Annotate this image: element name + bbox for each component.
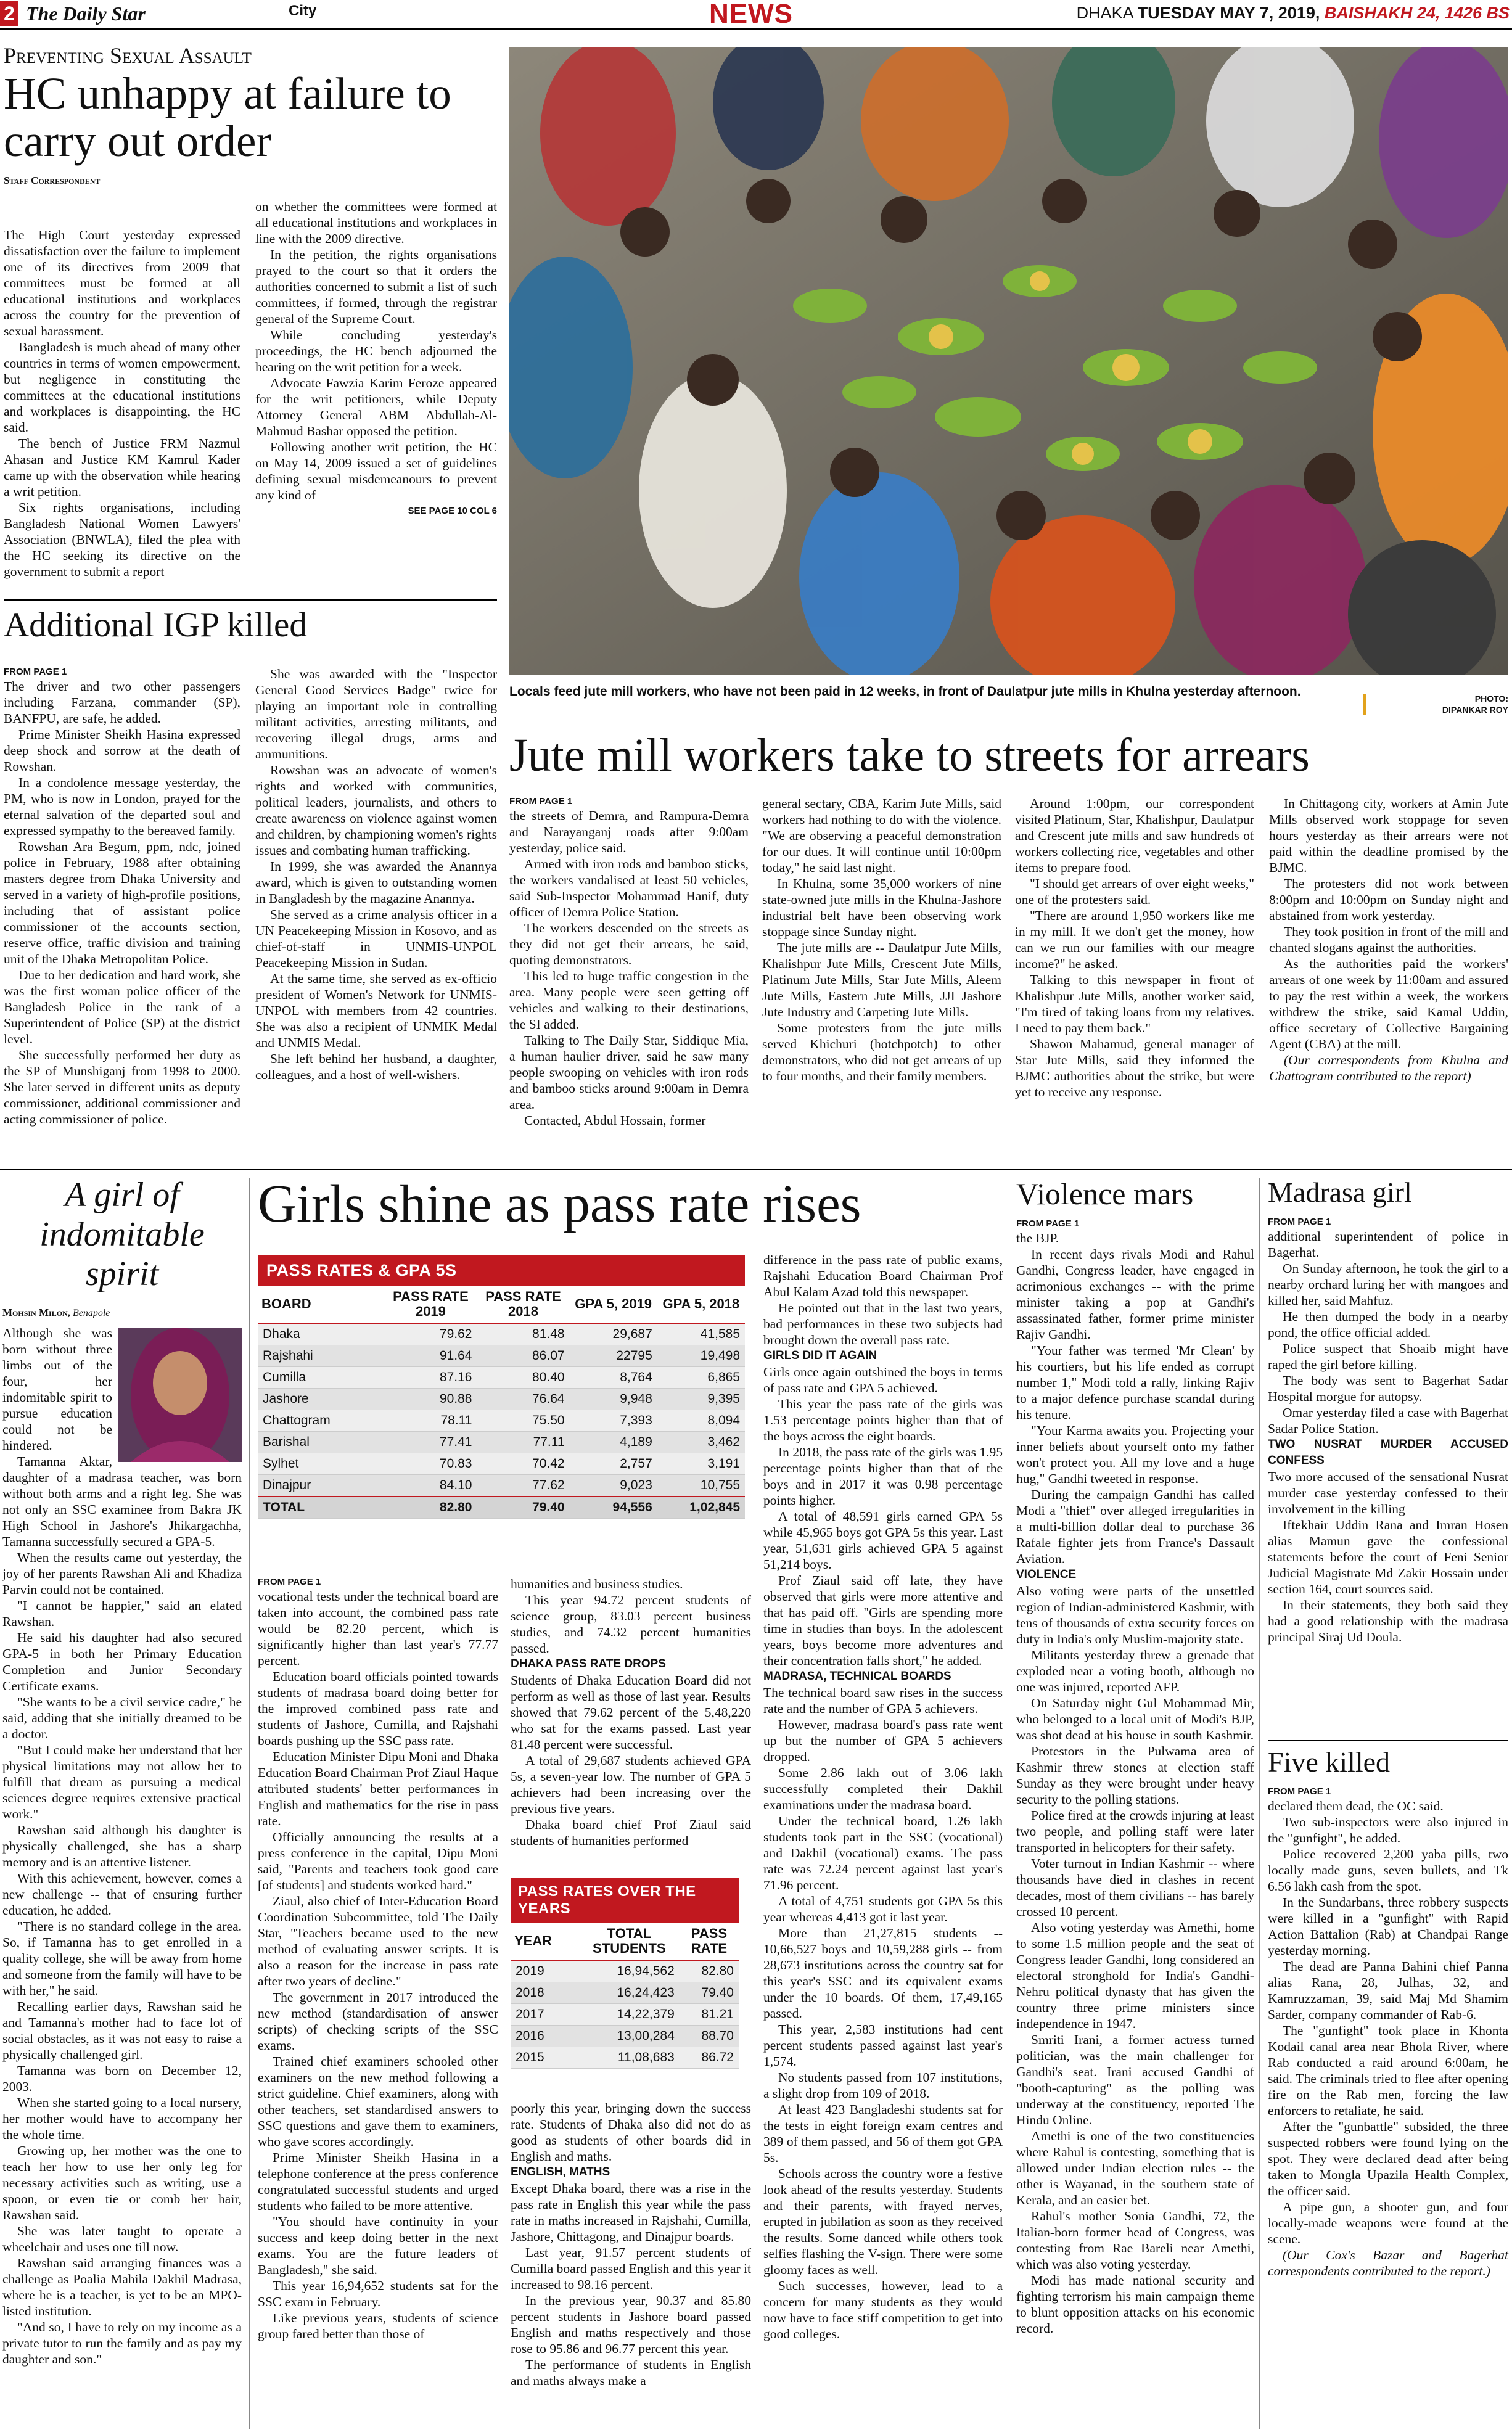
madrasa-headline: Madrasa girl xyxy=(1268,1176,1412,1208)
girls-col1-p6: Trained chief examiners schooled other examiners on the new method following a strict guideline. Chief examiners, along with other teachers, set standardised answers to SSC questions and gave them to examiners, who gave scores accordingly. xyxy=(258,2054,498,2149)
igp-col1-p2: In a condolence message yesterday, the PM, who is now in London, prayed for the eternal salvation of the departed soul and expressed sympathy to the bereaved family. xyxy=(4,775,240,838)
girls-col2-p1: This year 94.72 percent students of science group, 83.03 percent business studies, and 74.32 percent humanities passed. xyxy=(511,1593,751,1656)
girls-col3-p6: A total of 48,591 girls earned GPA 5s while 45,965 boys got GPA 5s this year. Last year, 51,631 girls achieved GPA 5 against 51,214 boys. xyxy=(763,1509,1003,1572)
cell: 7,393 xyxy=(570,1410,657,1432)
violence-p8: On Saturday night Gul Mohammad Mir, who belonged to a local unit of Modi's BJP, was shot dead at his house in south Kashmir. xyxy=(1016,1695,1254,1743)
girls-col2b-p2: Except Dhaka board, there was a rise in the pass rate in English this year while the pass rate in maths increased in Rajshahi, Cumilla, Jashore, Chittagong, and Dinajpur boards. xyxy=(511,2181,751,2244)
violence-p11: Voter turnout in Indian Kashmir -- where thousands have died in clashes in recent decades, most of them civilians -- has barely crossed 10 percent. xyxy=(1016,1855,1254,1919)
girls-col2b-p4: In the previous year, 90.37 and 85.80 percent students in Jashore board passed English and maths respectively and those rose to 95.86 and 96.77 percent this year. xyxy=(511,2293,751,2356)
girls-col1-p9: This year 16,94,652 students sat for the SSC exam in February. xyxy=(258,2278,498,2309)
girls-col2-p3: Students of Dhaka Education Board did not perform as well as those of last year. Results showed that 79.62 percent of the 5,48,220 who sat for the exams passed. Last year 81.48 percent were successful. xyxy=(511,1673,751,1752)
girls-col2-p0: humanities and business studies. xyxy=(511,1577,683,1591)
five-from: FROM PAGE 1 xyxy=(1268,1786,1331,1797)
caption-divider xyxy=(1363,694,1366,715)
igp-story xyxy=(4,606,497,1127)
girl-p2: "I cannot be happier," said an elated Rawshan. xyxy=(2,1598,242,1629)
violence-p16: Modi has made national security and fighting terrorism his main campaign theme to blunt opposition attacks on his economic record. xyxy=(1016,2272,1254,2336)
girl-p7: With this achievement, however, comes a new challenge -- that of ensuring further education, he added. xyxy=(2,1871,242,1918)
five-p6: After the "gunbattle" subsided, the three suspected robbers were found lying on the spot. They were declared dead after being taken to Mongla Upazila Health Complex, the officer said. xyxy=(1268,2119,1508,2199)
igp-headline: Additional IGP killed xyxy=(4,606,307,644)
girls-col3-p10: However, madrasa board's pass rate went up but the number of GPA 5 achievers dropped. xyxy=(763,1717,1003,1764)
hc-col2-p3: Advocate Fawzia Karim Feroze appeared for the writ petitioners, while Deputy Attorney General ABM Abdullah-Al-Mahmud Bashar opposed the petition. xyxy=(255,376,497,438)
pass-rates-table xyxy=(258,1255,745,1519)
table-row xyxy=(258,1432,745,1453)
col-board: BOARD xyxy=(258,1286,384,1323)
dateline xyxy=(1077,4,1510,23)
madrasa-story xyxy=(1268,1178,1508,1645)
girl-intro: Although she was born without three limbs out of the four, her indomitable spirit to pursue education could not be hindered. xyxy=(2,1326,112,1453)
hc-col1-p1: Bangladesh is much ahead of many other countries in terms of women empowerment, but negligence in constituting the committees at the educational institutions and workplaces is disappointing, the HC said. xyxy=(4,340,240,435)
cell: 29,687 xyxy=(570,1323,657,1345)
five-top-rule xyxy=(1268,1740,1508,1741)
girls-col2b-p3: Last year, 91.57 percent students of Cumilla board passed English and this year it increased to 98.16 percent. xyxy=(511,2245,751,2292)
igp-col2-p2: In 1999, she was awarded the Anannya award, which is given to outstanding women in Bangladesh by the magazine Anannya. xyxy=(255,859,497,906)
madrasa-from: FROM PAGE 1 xyxy=(1268,1217,1331,1228)
hc-story xyxy=(4,43,497,579)
cell: 10,755 xyxy=(657,1475,745,1497)
page-number: 2 xyxy=(0,1,18,26)
girls-col3-p13: A total of 4,751 students got GPA 5s this year whereas 4,413 got it last year. xyxy=(763,1894,1003,1924)
girls-col3-p11: Some 2.86 lakh out of 3.06 lakh successfully completed their Dakhil examinations under the madrasa board. xyxy=(763,1765,1003,1812)
cell: 9,023 xyxy=(570,1475,657,1497)
girls-col1-p8: "You should have continuity in your success and keep doing better in the next exams. You are the future leaders of Bangladesh," she said. xyxy=(258,2214,498,2277)
violence-p13: Smriti Irani, a former actress turned politician, was the main challenger for Gandhi's seat. Irani accused Gandhi of "booth-capturing" as the polling was underway at the constituency, reported The Hindu Online. xyxy=(1016,2032,1254,2127)
table-row xyxy=(258,1475,745,1497)
col-gpa-2019: GPA 5, 2019 xyxy=(570,1286,657,1323)
violence-p3: "Your Karma awaits you. Projecting your inner beliefs about yourself onto my father won't protect you. All my love and a huge hug," Gandhi tweeted in response. xyxy=(1016,1423,1254,1486)
jute-col3 xyxy=(1015,795,1254,1100)
pass-rates-years-grid xyxy=(511,1923,739,2069)
jute-col3-p1: "I should get arrears of over eight weeks," one of the protesters said. xyxy=(1015,876,1254,907)
madrasa-body xyxy=(1268,1216,1508,1645)
cell: 2018 xyxy=(511,1982,579,2004)
section-label: City xyxy=(289,2,317,19)
jute-from: FROM PAGE 1 xyxy=(509,796,573,807)
pass-rates-years-title: PASS RATES OVER THE YEARS xyxy=(511,1878,739,1923)
cell: 87.16 xyxy=(384,1367,477,1389)
girls-col3-p17: At least 423 Bangladeshi students sat for the tests in eight foreign exam centres and 389 of them passed, and 56 of them got GPA 5s. xyxy=(763,2102,1003,2165)
photo-credit-name: DIPANKAR ROY xyxy=(1442,705,1508,715)
five-headline: Five killed xyxy=(1268,1746,1391,1778)
girls-story xyxy=(258,1173,1003,2388)
violence-p10: Police fired at the crowds injuring at least two people, and polling staff were later transported in helicopters for their safety. xyxy=(1016,1807,1254,1855)
girls-col1-p1: Education board officials pointed towards students of madrasa board doing better for the improved combined pass rate and students of Jashore, Cumilla, and Rajshahi boards pushing up the SSC pass rate. xyxy=(258,1669,498,1748)
cell: 79.62 xyxy=(384,1323,477,1345)
cell: 84.10 xyxy=(384,1475,477,1497)
igp-col2-p1: Rowshan was an advocate of women's rights and worked with communities, political leaders, journalists, and others to create awareness on violence against women and children, by championing women's rights issues and combating human trafficking. xyxy=(255,763,497,858)
igp-col1-p5: She successfully performed her duty as the SP of Munshiganj from 1998 to 2000. She later served in different units as deputy commissioner, additional commissioner and acting commissioner of police. xyxy=(4,1048,240,1127)
igp-col1-p0: The driver and two other passengers including Farzana, commander (SP), BANFPU, are safe, he added. xyxy=(4,679,240,726)
cell: 16,24,423 xyxy=(579,1982,680,2004)
violence-p15: Rahul's mother Sonia Gandhi, 72, the Italian-born former head of Congress, was contesting from Rae Bareli near Amethi, which was also voting yesterday. xyxy=(1016,2208,1254,2272)
table-row xyxy=(511,2004,739,2026)
violence-story xyxy=(1016,1178,1254,2336)
girls-col3-p19: Such successes, however, lead to a concern for many students as they would now have to face stiff competition to get into good colleges. xyxy=(763,2278,1003,2341)
cell: Jashore xyxy=(258,1389,384,1410)
col-pass-2018: PASS RATE 2018 xyxy=(477,1286,569,1323)
table-row xyxy=(511,1960,739,1982)
cell: 2015 xyxy=(511,2047,579,2069)
cell: Cumilla xyxy=(258,1367,384,1389)
girls-from: FROM PAGE 1 xyxy=(258,1577,321,1587)
girls-col3-p7: Prof Ziaul said off late, they have observed that girls were more attentive and that has paid off. "Girls are spending more time in studies than boys. In the adolescent years, boys become more adventures and their concentration falls short," he added. xyxy=(763,1573,1003,1668)
dateline-city: DHAKA xyxy=(1076,4,1133,22)
jute-col4 xyxy=(1269,795,1508,1084)
madrasa-p1: On Sunday afternoon, he took the girl to a nearby orchard luring her with mangoes and killed her, said Mahfuz. xyxy=(1268,1261,1508,1308)
madrasa-p5: Omar yesterday filed a case with Bagerhat Sadar Police Station. xyxy=(1268,1405,1508,1437)
girls-col3-p16: No students passed from 107 institutions, a slight drop from 109 of 2018. xyxy=(763,2070,1003,2101)
girl-p8: "There is no standard college in the area. So, if Tamanna has to get enrolled in a quality college, she will be away from home and someone from the family will have to be with her," he said. xyxy=(2,1919,242,1998)
madrasa-p3: Police suspect that Shoaib might have raped the girl before killing. xyxy=(1268,1341,1508,1373)
girls-col3-p15: This year, 2,583 institutions had cent percent students passed against last year's 1,574. xyxy=(763,2022,1003,2069)
jute-col2-p3: Some protesters from the jute mills served Khichuri (hotchpotch) to other demonstrators, who did not get arrears of up to four months, and their family members. xyxy=(762,1020,1001,1083)
cell: Rajshahi xyxy=(258,1345,384,1367)
igp-col1-p4: Due to her dedication and hard work, she was the first woman police officer of the Bangladesh Police in the rank of a Superintendent of Police (SP) at the district level. xyxy=(4,967,240,1046)
girls-col1-p3: Officially announcing the results at a press conference in the capital, Dipu Moni said, "Parents and teachers took good care [of students] and students worked hard." xyxy=(258,1829,498,1892)
hc-kicker: Preventing Sexual Assault xyxy=(4,43,252,68)
table-row xyxy=(511,1982,739,2004)
igp-col1-p3: Rowshan Ara Begum, ppm, ndc, joined police in February, 1988 after obtaining masters degree from Dhaka University and served in a variety of high-profile positions, including that of assistant police commissioner of the accounts section, reserve office, traffic division and training unit of the Dhaka Metropolitan Police. xyxy=(4,839,240,966)
five-p4: The dead are Panna Bahini chief Panna alias Rana, 28, Julhas, 32, and Kamruzzaman, 39, said Maj Md Shamim Sarder, company commander of Rab-6. xyxy=(1268,1959,1508,2022)
hc-col2-p2: While concluding yesterday's proceedings, the HC bench adjourned the hearing on the writ petition for a week. xyxy=(255,327,497,374)
hc-col1 xyxy=(4,227,240,580)
girl-p5: "But I could make her understand that her physical limitations may not allow her to fulfill that dream as pursuing a medical sciences degree requires extensive practical work." xyxy=(2,1743,242,1821)
photo-caption xyxy=(509,683,1508,720)
girls-sub-dhaka: DHAKA PASS RATE DROPS xyxy=(511,1657,666,1670)
col-pass-2019: PASS RATE 2019 xyxy=(384,1286,477,1323)
five-credit: (Our Cox's Bazar and Bagerhat correspondents contributed to the report.) xyxy=(1268,2248,1508,2279)
igp-col1-p1: Prime Minister Sheikh Hasina expressed deep shock and sorrow at the death of Rowshan. xyxy=(4,727,240,774)
hc-col2-p0: on whether the committees were formed at all educational institutions and workplaces in line with the 2009 directive. xyxy=(255,199,497,246)
jute-photo xyxy=(509,47,1508,675)
violence-p4: During the campaign Gandhi has called Modi a "thief" over alleged irregularities in a multi-billion dollar deal to purchase 36 Rafale fighter jets from France's Dassault Aviation. xyxy=(1016,1487,1254,1566)
table-row xyxy=(258,1389,745,1410)
col-gpa-2018: GPA 5, 2018 xyxy=(657,1286,745,1323)
violence-p12: Also voting yesterday was Amethi, home to some 1.5 million people and the seat of Congress leader Gandhi, long considered an electoral stronghold for India's Gandhi-Nehru political dynasty that has given the country three prime ministers since independence in 1947. xyxy=(1016,1920,1254,2031)
igp-col2-p0: She was awarded with the "Inspector General Good Services Badge" twice for playing an important role in controlling militant activities, arresting militants, and recovering illegal drugs, arms and ammunitions. xyxy=(255,667,497,762)
jute-col1 xyxy=(509,795,749,1128)
hc-col2-p1: In the petition, the rights organisations prayed to the court so that it orders the authorities concerned to submit a list of such committees, if formed, through the registrar general of the Supreme Court. xyxy=(255,247,497,326)
cell: 82.80 xyxy=(384,1497,477,1519)
violence-p7: Militants yesterday threw a grenade that exploded near a voting booth, although no one was injured, reported AFP. xyxy=(1016,1647,1254,1694)
col-rule-madrasa xyxy=(1259,1178,1260,2429)
igp-col2 xyxy=(255,666,497,1083)
cell: Chattogram xyxy=(258,1410,384,1432)
cell: 80.40 xyxy=(477,1367,569,1389)
cell: 11,08,683 xyxy=(579,2047,680,2069)
jute-col1-p5: Contacted, Abdul Hossain, former xyxy=(524,1113,706,1128)
cell: 81.48 xyxy=(477,1323,569,1345)
cell: 81.21 xyxy=(680,2004,739,2026)
girls-col2-p4: A total of 29,687 students achieved GPA 5s, a seven-year low. The number of GPA 5 achievers had been increasing over the previous five years. xyxy=(511,1753,751,1816)
hc-col2 xyxy=(255,199,497,519)
cell: 70.42 xyxy=(477,1453,569,1475)
pass-rates-grid xyxy=(258,1286,745,1519)
hc-byline: Staff Correspondent xyxy=(4,175,101,187)
cell: 91.64 xyxy=(384,1345,477,1367)
photo-credit xyxy=(1442,693,1508,715)
jute-col2-p1: In Khulna, some 35,000 workers of nine state-owned jute mills in the Khulna-Jashore industrial belt have been observing work stoppage since Sunday night. xyxy=(762,876,1001,939)
cell: 75.50 xyxy=(477,1410,569,1432)
girl-portrait xyxy=(118,1328,242,1462)
cell: 3,191 xyxy=(657,1453,745,1475)
cell: 14,22,379 xyxy=(579,2004,680,2026)
girl-body xyxy=(2,1325,242,2367)
jute-col4-p3: As the authorities paid the workers' arrears of one week by 11:00am and assured to pay the rest within a week, the workers withdrew the strike, said Kamal Uddin, office secretary of Collective Bargaining Agent (CBA) at the mill. xyxy=(1269,956,1508,1051)
cell: 88.70 xyxy=(680,2026,739,2047)
jute-col1-p0: the streets of Demra, and Rampura-Demra and Narayanganj roads after 9:00am yesterday, police said. xyxy=(509,808,749,855)
cell: 86.07 xyxy=(477,1345,569,1367)
violence-p2: "Your father was termed 'Mr Clean' by his courtiers, but his life ended as corrupt number 1," Modi told a rally, linking Rajiv to a major defence purchase scandal during his tenure. xyxy=(1016,1342,1254,1422)
cell: 90.88 xyxy=(384,1389,477,1410)
girls-col3-p0: difference in the pass rate of public exams, Rajshahi Education Board Chairman Prof Abul Kalam Azad told this newspaper. xyxy=(763,1252,1003,1299)
violence-headline: Violence mars xyxy=(1016,1176,1194,1211)
girls-sub-madrasa: MADRASA, TECHNICAL BOARDS xyxy=(763,1670,951,1683)
cell: 76.64 xyxy=(477,1389,569,1410)
jute-col3-p2: "There are around 1,950 workers like me in my mill. If we don't get the money, how can we run our families with our meagre income?" he asked. xyxy=(1015,908,1254,971)
girls-col1-p0: vocational tests under the technical board are taken into account, the combined pass rate would be 82.20 percent, which is significantly higher than last year's 77.77 percent. xyxy=(258,1589,498,1668)
girls-col3-p1: He pointed out that in the last two years, bad performances in these two subjects had brought down the overall pass rate. xyxy=(763,1300,1003,1347)
cell: 94,556 xyxy=(570,1497,657,1519)
girl-p14: Rawshan said arranging finances was a challenge as Poalia Mahila Dakhil Madrasa, where he is a teacher, is yet to be an MPO-listed institution. xyxy=(2,2256,242,2318)
madrasa-p2: He then dumped the body in a nearby pond, the office official added. xyxy=(1268,1309,1508,1341)
col-total-students: TOTAL STUDENTS xyxy=(579,1923,680,1960)
cell: 77.62 xyxy=(477,1475,569,1497)
cell: 41,585 xyxy=(657,1323,745,1345)
cell: 77.41 xyxy=(384,1432,477,1453)
table-total-row xyxy=(258,1497,745,1519)
cell: 77.11 xyxy=(477,1432,569,1453)
cell: 78.11 xyxy=(384,1410,477,1432)
igp-col1 xyxy=(4,666,240,1127)
girls-col2b-p5: The performance of students in English and maths always make a xyxy=(511,2357,751,2388)
dateline-bangla: BAISHAKH 24, 1426 BS xyxy=(1324,4,1510,22)
bottom-section-rule xyxy=(0,1169,1512,1170)
photo-credit-label: PHOTO: xyxy=(1474,694,1508,704)
jute-credit: (Our correspondents from Khulna and Chattogram contributed to the report) xyxy=(1269,1053,1508,1083)
cell: Barishal xyxy=(258,1432,384,1453)
girls-sub-english: ENGLISH, MATHS xyxy=(511,2166,610,2178)
cell: 13,00,284 xyxy=(579,2026,680,2047)
girl-p0: Tamanna Aktar, daughter of a madrasa teacher, was born without both arms and a right leg. She was not only an SSC examinee from Bakra JK High School in Jashore's Jhikargachha, Tamanna successfully secured a GPA-5. xyxy=(2,1454,242,1549)
cell: 1,02,845 xyxy=(657,1497,745,1519)
five-p7: A pipe gun, a shooter gun, and four locally-made weapons were found at the scene. xyxy=(1268,2199,1508,2247)
igp-from: FROM PAGE 1 xyxy=(4,667,67,677)
table-row xyxy=(511,2047,739,2069)
violence-p14: Amethi is one of the two constituencies where Rahul is contesting, something that is allowed under Indian election rules -- the other is Wayanad, in the southern state of Kerala, and an easier bet. xyxy=(1016,2128,1254,2207)
violence-p1: In recent days rivals Modi and Rahul Gandhi, Congress leader, have engaged in acrimonious exchanges -- with the prime minister taking a pop at Gandhi's assassinated father, former prime minister Rajiv Gandhi. xyxy=(1016,1246,1254,1342)
girl-p10: Tamanna was born on December 12, 2003. xyxy=(2,2063,242,2094)
girl-headline: A girl of indomitable spirit xyxy=(39,1176,205,1293)
table-row xyxy=(258,1345,745,1367)
girls-col3-p18: Schools across the country wore a festive look ahead of the results yesterday. Students and their parents, with frayed nerves, erupted in jubilation as soon as they received the results. Some danced while others took selfies flashing the V-sign. There were some gloomy faces as well. xyxy=(763,2166,1003,2277)
hc-col2-p4: Following another writ petition, the HC on May 14, 2009 issued a set of guidelines defining sexual misdemeanours to prevent any kind of xyxy=(255,440,497,503)
jute-col4-p0: In Chittagong city, workers at Amin Jute Mills observed work stoppage for seven hours yesterday as their arrears were not paid within the deadline promised by the BJMC. xyxy=(1269,796,1508,875)
girls-col3 xyxy=(763,1252,1003,2342)
girls-col2b-p0: poorly this year, bringing down the success rate. Students of Dhaka also did not do as good as students of other boards did in English and maths. xyxy=(511,2101,751,2164)
five-body xyxy=(1268,1786,1508,2279)
girl-p9: Recalling earlier days, Rawshan said he and Tamanna's mother had to face lot of social obstacles, as it was not easy to raise a physically challenged girl. xyxy=(2,1999,242,2062)
table-row xyxy=(258,1453,745,1475)
table-row xyxy=(258,1323,745,1345)
jute-col1-p4: Talking to The Daily Star, Siddique Mia, a human haulier driver, said he saw many people swooping on vehicles with iron rods and bamboo sticks around 9:00am in Demra area. xyxy=(509,1033,749,1112)
jute-col4-p2: They took position in front of the mill and chanted slogans against the authorities. xyxy=(1269,924,1508,955)
table-row xyxy=(258,1367,745,1389)
girls-col2b xyxy=(511,2100,751,2389)
madrasa-p8: Iftekhair Uddin Rana and Imran Hosen alias Mamun gave the confessional statements before the court of Feni Senior Judicial Magistrate Md Zakir Hossain under section 164, court sources said. xyxy=(1268,1517,1508,1597)
table-row xyxy=(258,1410,745,1432)
dateline-date: TUESDAY MAY 7, 2019, xyxy=(1137,4,1320,22)
girls-col1-p5: The government in 2017 introduced the new method (standardisation of answer scripts) of checking scripts of the SSC exams. xyxy=(258,1990,498,2053)
cell: TOTAL xyxy=(258,1497,384,1519)
girl-p13: She was later taught to operate a wheelchair and uses one till now. xyxy=(2,2224,242,2254)
jute-headline: Jute mill workers take to streets for arrears xyxy=(509,729,1310,781)
five-p5: The "gunfight" took place in Khonta Kodail canal area near Bhola River, where Rab conducted a raid around 6:00am, he said. The criminals tried to flee after opening fire on the Rab men, forcing the law enforcers to retaliate, he said. xyxy=(1268,2023,1508,2119)
cell: 22795 xyxy=(570,1345,657,1367)
jute-col4-p1: The protesters did not work between 8:00pm and 10:00pm on Sunday night and abstained from work yesterday. xyxy=(1269,876,1508,923)
cell: 19,498 xyxy=(657,1345,745,1367)
girl-p12: Growing up, her mother was the one to teach her how to use her only leg for necessary activities such as writing, use a spoon, or even tie or comb her hair, Rawshan said. xyxy=(2,2143,242,2222)
jute-col2-p0: general sectary, CBA, Karim Jute Mills, said workers had nothing to do with the violence. "We are observing a peaceful demonstration for our dues. It will continue until 10:00pm today," he said last night. xyxy=(762,796,1001,875)
girl-p4: "She wants to be a civil service cadre," he said, adding that she initially dreamed to be a doctor. xyxy=(2,1694,242,1741)
cell: 3,462 xyxy=(657,1432,745,1453)
hc-headline: HC unhappy at failure to carry out order xyxy=(4,68,451,166)
category-label: NEWS xyxy=(709,0,793,29)
igp-col2-p3: She served as a crime analysis officer in a UN Peacekeeping Mission in Kosovo, and as chief-of-staff in UNMIS-UNPOL Peacekeeping Mission in Sudan. xyxy=(255,907,497,970)
jute-col2-p2: The jute mills are -- Daulatpur Jute Mills, Khalishpur Jute Mills, Crescent Jute Mills, Platinum Jute Mills, Star Jute Mills, Aleem Jute Mills, Eastern Jute Mills, JJI Jashore Jute Industry and Carpeting Jute Mills. xyxy=(762,940,1001,1019)
girls-col1-p2: Education Minister Dipu Moni and Dhaka Education Board Chairman Prof Ziaul Haque attributed students' better performances in English and mathematics for the rise in pass rate. xyxy=(258,1749,498,1828)
hc-col1-p3: Six rights organisations, including Bangladesh National Women Lawyers' Association (BNWLA), filed the plea with the HC seeking its directive on the government to submit a report xyxy=(4,500,240,579)
hc-continued: SEE PAGE 10 COL 6 xyxy=(408,506,497,516)
girl-p11: When she started going to a local nursery, her mother would have to accompany her the whole time. xyxy=(2,2095,242,2142)
five-p0: declared them dead, the OC said. xyxy=(1268,1799,1444,1814)
girls-col3-p14: More than 21,27,815 students -- 10,66,527 boys and 10,59,288 girls -- from 28,673 institutions across the country sat for this year's SSC and its equivalent exams under the 10 boards. Of them, 17,49,165 passed. xyxy=(763,1926,1003,2021)
hc-col1-p0: The High Court yesterday expressed dissatisfaction over the failure to implement one of its directives from 2009 that committees must be formed at all educational institutions and workplaces across the country for the prevention of sexual harassment. xyxy=(4,228,240,339)
girl-p6: Rawshan said although his daughter is physically challenged, she has a sharp memory and is an attentive listener. xyxy=(2,1823,242,1870)
girls-col1 xyxy=(258,1576,498,2342)
cell: 8,094 xyxy=(657,1410,745,1432)
girl-p15: "And so, I have to rely on my income as a private tutor to run the family and as pay my daughter and son." xyxy=(2,2320,242,2367)
violence-sub: VIOLENCE xyxy=(1016,1567,1077,1581)
cell: Dhaka xyxy=(258,1323,384,1345)
cell: 2016 xyxy=(511,2026,579,2047)
cell: 86.72 xyxy=(680,2047,739,2069)
col-year: YEAR xyxy=(511,1923,579,1960)
cell: 70.83 xyxy=(384,1453,477,1475)
hc-col1-p2: The bench of Justice FRM Nazmul Ahasan and Justice KM Kamrul Kader came up with the observation while hearing a writ petition. xyxy=(4,436,240,499)
jute-story xyxy=(509,729,1508,1128)
cell: 2017 xyxy=(511,2004,579,2026)
photo-caption-text: Locals feed jute mill workers, who have not been paid in 12 weeks, in front of Daulatpur jute mills in Khulna yesterday afternoon. xyxy=(509,684,1301,699)
jute-col1-p1: Armed with iron rods and bamboo sticks, the workers vandalised at least 50 vehicles, said Sub-Inspector Mohammad Hanif, duty officer of Demra Police Station. xyxy=(509,856,749,919)
violence-body xyxy=(1016,1218,1254,2336)
girl-portrait-image xyxy=(118,1328,242,1462)
photo-crowd-image xyxy=(509,47,1508,675)
cell: Dinajpur xyxy=(258,1475,384,1497)
girls-col3-p4: This year the pass rate of the girls was 1.53 percentage points higher than that of the boys across the eight boards. xyxy=(763,1397,1003,1443)
cell: 9,948 xyxy=(570,1389,657,1410)
jute-col3-p3: Talking to this newspaper in front of Khalishpur Jute Mills, another worker said, "I'm tired of taking loans from my relatives. I need to pay them back." xyxy=(1015,972,1254,1035)
girl-p1: When the results came out yesterday, the joy of her parents Rawshan Ali and Khadiza Parvin could not be contained. xyxy=(2,1550,242,1597)
girls-col1-p7: Prime Minister Sheikh Hasina in a telephone conference at the press conference congratulated successful students and urged students who failed to be more attentive. xyxy=(258,2150,498,2213)
table-row xyxy=(511,2026,739,2047)
five-p3: In the Sundarbans, three robbery suspects were killed in a "gunfight" with Rapid Action Battalion (Rab) at Chandpai Range yesterday morning. xyxy=(1268,1895,1508,1958)
madrasa-p0: additional superintendent of police in Bagerhat. xyxy=(1268,1229,1508,1260)
jute-col3-p4: Shawon Mahamud, general manager of Star Jute Mills, said they informed the BJMC authorities about the strike, but were yet to receive any response. xyxy=(1015,1037,1254,1099)
jute-col1-p2: The workers descended on the streets as they did not get their arrears, he said, quoting demonstrators. xyxy=(509,921,749,967)
girl-byline xyxy=(2,1306,242,1320)
girls-col1-p4: Ziaul, also chief of Inter-Education Board Coordination Subcommittee, told The Daily Star, "Teachers became used to the new method of evaluating answer scripts. It is also a reason for the increase in pass rate after two years of decline." xyxy=(258,1894,498,1989)
cell: 9,395 xyxy=(657,1389,745,1410)
girls-sub-girls: GIRLS DID IT AGAIN xyxy=(763,1349,877,1362)
igp-top-rule xyxy=(4,599,497,601)
girl-byline-place: Benapole xyxy=(72,1308,110,1318)
violence-p6: Also voting were parts of the unsettled region of Indian-administered Kashmir, with tens of thousands of extra security forces on duty in India's only Muslim-majority state. xyxy=(1016,1583,1254,1646)
girls-col1-p10: Like previous years, students of science group fared better than those of xyxy=(258,2310,498,2341)
cell: 4,189 xyxy=(570,1432,657,1453)
cell: 8,764 xyxy=(570,1367,657,1389)
girls-col2 xyxy=(511,1576,751,1849)
girl-byline-name: Mohsin Milon, xyxy=(2,1307,70,1318)
violence-p0: the BJP. xyxy=(1016,1230,1059,1246)
pass-rates-header-row xyxy=(258,1286,745,1323)
cell: Sylhet xyxy=(258,1453,384,1475)
cell: 2,757 xyxy=(570,1453,657,1475)
madrasa-sub: TWO NUSRAT MURDER ACCUSED CONFESS xyxy=(1268,1438,1508,1468)
girls-col3-p5: In 2018, the pass rate of the girls was 1.95 percentage points higher than that of the boys and in 2017 it was 0.98 percentage points higher. xyxy=(763,1445,1003,1508)
paper-name-logo: The Daily Star xyxy=(26,2,146,25)
masthead xyxy=(0,0,1512,30)
girl-story xyxy=(2,1175,242,2367)
madrasa-p4: The body was sent to Bagerhat Sadar Hospital morgue for autopsy. xyxy=(1268,1373,1508,1405)
girls-headline: Girls shine as pass rate rises xyxy=(258,1173,861,1233)
cell: 82.80 xyxy=(680,1960,739,1982)
five-story xyxy=(1268,1747,1508,2279)
girls-col3-p3: Girls once again outshined the boys in terms of pass rate and GPA 5 achieved. xyxy=(763,1365,1003,1395)
cell: 79.40 xyxy=(680,1982,739,2004)
cell: 6,865 xyxy=(657,1367,745,1389)
cell: 16,94,562 xyxy=(579,1960,680,1982)
girls-col2-p5: Dhaka board chief Prof Ziaul said students of humanities performed xyxy=(511,1817,751,1848)
five-p1: Two sub-inspectors were also injured in the "gunfight", he added. xyxy=(1268,1815,1508,1846)
violence-p9: Protestors in the Pulwama area of Kashmir threw stones at election staff Sunday as they were brought under heavy security to the polling stations. xyxy=(1016,1743,1254,1807)
jute-col1-p3: This led to huge traffic congestion in the area. Many people were seen getting off vehicles and walking to their destinations, the SI added. xyxy=(509,969,749,1032)
cell: 79.40 xyxy=(477,1497,569,1519)
madrasa-p9: In their statements, they both said they had a good relationship with the madrasa principal Siraj Ud Doula. xyxy=(1268,1598,1508,1645)
violence-from: FROM PAGE 1 xyxy=(1016,1218,1080,1229)
jute-col2 xyxy=(762,795,1001,1084)
igp-col2-p4: At the same time, she served as ex-officio president of Women's Network for UNMIS-UNPOL with members from 42 countries. She was also a recipient of UNMIK Medal and UNMIS Medal. xyxy=(255,971,497,1050)
cell: 2019 xyxy=(511,1960,579,1982)
years-header-row xyxy=(511,1923,739,1960)
madrasa-p7: Two more accused of the sensational Nusrat murder case yesterday confessed to their involvement in the killing xyxy=(1268,1469,1508,1517)
girls-col3-p9: The technical board saw rises in the success rate and the number of GPA 5 achievers. xyxy=(763,1685,1003,1716)
igp-col2-p5: She left behind her husband, a daughter, colleagues, and a host of well-wishers. xyxy=(255,1051,497,1082)
jute-col3-p0: Around 1:00pm, our correspondent visited Platinum, Star, Khalishpur, Daulatpur and Crescent jute mills and saw hundreds of workers collecting rice, vegetables and other items to prepare food. xyxy=(1015,796,1254,875)
pass-rates-table-title: PASS RATES & GPA 5S xyxy=(258,1255,745,1286)
col-pass-rate: PASS RATE xyxy=(680,1923,739,1960)
col-rule-girl xyxy=(249,1178,250,2429)
pass-rates-years-table xyxy=(511,1878,739,2069)
girl-p3: He said his daughter had also secured GPA-5 in both her Primary Education Completion and Junior Secondary Certificate exams. xyxy=(2,1630,242,1693)
five-p2: Police recovered 2,200 yaba pills, two locally made guns, seven bullets, and Tk 6.56 lakh cash from the spot. xyxy=(1268,1847,1508,1894)
girls-col3-p12: Under the technical board, 1.26 lakh students took part in the SSC (vocational) and Dakhil (vocational) exams. The pass rate was 72.24 percent against last year's 71.96 percent. xyxy=(763,1813,1003,1892)
